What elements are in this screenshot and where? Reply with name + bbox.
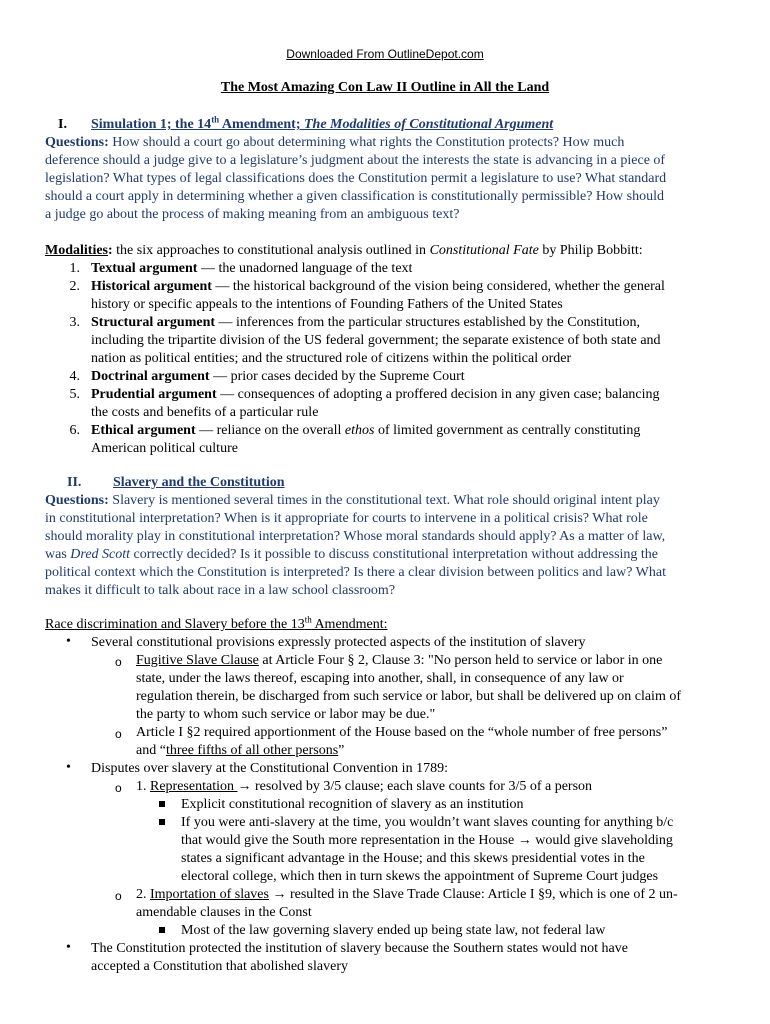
modalities-text: the six approaches to constitutional analysis outlined in: [112, 243, 430, 258]
list-number: 4.: [69, 369, 80, 384]
sub-bullet: [136, 778, 592, 796]
list-item-term: Prudential argument: [91, 387, 217, 402]
document-title: The Most Amazing Con Law II Outline in All the Land: [220, 80, 550, 95]
bullet-text: The Constitution protected the institution of slavery because the Southern states would not have: [91, 941, 628, 956]
list-item-text: nation as political entities; and the structured role of citizens within the political order: [91, 351, 572, 366]
sub-bullet-text: amendable clauses in the Const: [136, 905, 312, 920]
representation-label: Representation: [150, 779, 238, 794]
list-item-term: Textual argument: [91, 261, 198, 276]
sub-sub-bullet-text: that would give the South more representation in the House → would give slaveholding: [181, 833, 673, 848]
sub-bullet-text: regulation therein, be discharged from such service or labor, but shall be delivered up on claim of: [136, 689, 682, 704]
race-heading-sup: th: [304, 614, 312, 625]
sub-sub-bullet-text: Most of the law governing slavery ended up being state law, not federal law: [181, 923, 606, 938]
sub-bullet-text: at Article Four § 2, Clause 3: "No person held to service or labor in one: [258, 653, 663, 668]
questions-text: should morality play in constitutional interpretation? Whose moral standards should apply? As a matter of law,: [45, 529, 666, 544]
bullet-text: Disputes over slavery at the Constitutional Convention in 1789:: [91, 761, 448, 776]
section-1-heading-text-b: Amendment;: [219, 117, 304, 132]
list-item-text: — reliance on the overall: [195, 423, 345, 438]
list-item-text: — consequences of adopting a proffered decision in any given case; balancing: [216, 387, 660, 402]
sub-sub-bullet-text: electoral college, which then in turn skews the appointment of Supreme Court judges: [181, 869, 659, 884]
circle-bullet-icon: o: [115, 781, 122, 795]
importation-label: Importation of slaves: [150, 887, 269, 902]
bullet-icon: •: [66, 760, 71, 775]
questions-text: correctly decided? Is it possible to discuss constitutional interpretation without addressing the: [130, 547, 659, 562]
section-1-heading-sup: th: [211, 114, 220, 125]
race-heading-text: Race discrimination and Slavery before the 13: [45, 617, 305, 632]
list-item-text-b: of limited government as centrally constituting: [374, 423, 641, 438]
list-item: [91, 278, 665, 296]
sub-bullet-num: 2.: [136, 887, 150, 902]
list-number: 6.: [69, 423, 80, 438]
list-item-term: Historical argument: [91, 279, 212, 294]
section-2-numeral: II.: [67, 475, 82, 490]
section-1-questions-line: [45, 134, 624, 152]
modalities-book: Constitutional Fate: [429, 243, 539, 258]
bullet-text: accepted a Constitution that abolished slavery: [91, 959, 348, 974]
list-number: 2.: [69, 279, 80, 294]
sub-bullet: [136, 742, 344, 760]
list-number: 3.: [69, 315, 80, 330]
bullet-icon: •: [66, 634, 71, 649]
sub-bullet: [136, 652, 662, 670]
list-item: [91, 386, 660, 404]
circle-bullet-icon: o: [115, 889, 122, 903]
race-heading-text-b: Amendment:: [311, 617, 388, 632]
list-item-term: Ethical argument: [91, 423, 196, 438]
race-heading: [45, 616, 388, 634]
case-name: Dred Scott: [70, 547, 131, 562]
sub-sub-bullet-text: states a significant advantage in the House; and this skews presidential votes in the: [181, 851, 645, 866]
modalities-colon: :: [108, 243, 113, 258]
sub-bullet-text: and “: [136, 743, 166, 758]
list-item-text: — inferences from the particular structures established by the Constitution,: [215, 315, 640, 330]
questions-line: [45, 546, 658, 564]
section-2-questions-line: [45, 492, 660, 510]
section-1-heading-italic: The Modalities of Constitutional Argument: [303, 117, 554, 132]
questions-label: Questions:: [45, 135, 109, 150]
sub-bullet-text: state, under the laws thereof, escaping into another, shall, in consequence of any law or: [136, 671, 624, 686]
questions-text: deference should a judge give to a legislature’s judgment about the interests the state is advancing in a piece of: [45, 153, 666, 168]
square-bullet-icon: [159, 801, 165, 807]
modalities-text-b: by Philip Bobbitt:: [538, 243, 643, 258]
sub-sub-bullet-text: If you were anti-slavery at the time, you wouldn’t want slaves counting for anything b/c: [181, 815, 674, 830]
circle-bullet-icon: o: [115, 655, 122, 669]
questions-text: How should a court go about determining what rights the Constitution protects? How much: [108, 135, 625, 150]
circle-bullet-icon: o: [115, 727, 122, 741]
questions-text: legislation? What types of legal classifications does the Constitution permit a legislature to use? What standard: [45, 171, 667, 186]
questions-text: was: [45, 547, 71, 562]
sub-sub-bullet-text: Explicit constitutional recognition of slavery as an institution: [181, 797, 524, 812]
questions-text: a judge go about the process of making meaning from an ambiguous text?: [45, 207, 460, 222]
section-2-heading: Slavery and the Constitution: [113, 475, 285, 490]
questions-text: political context which the Constitution is interpreted? Is there a clear division between politics and law? What: [45, 565, 667, 580]
sub-bullet-text: Article I §2 required apportionment of the House based on the “whole number of free persons”: [136, 725, 668, 740]
list-number: 5.: [69, 387, 80, 402]
questions-text: makes it difficult to talk about race in a law school classroom?: [45, 583, 396, 598]
list-item: [91, 314, 640, 332]
questions-text: should a court apply in determining whether a given classification is constitutionally permissible? How should: [45, 189, 664, 204]
section-1-numeral: I.: [58, 117, 67, 132]
sub-bullet: [136, 886, 678, 904]
questions-text: in constitutional interpretation? When is it appropriate for courts to intervene in a political crisis? What role: [45, 511, 648, 526]
source-header-link[interactable]: Downloaded From OutlineDepot.com: [286, 47, 484, 61]
list-item-term: Structural argument: [91, 315, 216, 330]
list-item-text: — the unadorned language of the text: [197, 261, 413, 276]
bullet-text: Several constitutional provisions expressly protected aspects of the institution of slavery: [91, 635, 586, 650]
fugitive-slave-label: Fugitive Slave Clause: [136, 653, 259, 668]
list-item-text: history or specific appeals to the intentions of Founding Fathers of the United States: [91, 297, 563, 312]
square-bullet-icon: [159, 819, 165, 825]
modalities-intro: [45, 242, 643, 260]
list-item-text: the costs and benefits of a particular rule: [91, 405, 319, 420]
list-item-text: — prior cases decided by the Supreme Court: [209, 369, 465, 384]
list-item-ethos: ethos: [344, 423, 375, 438]
sub-bullet-num: 1.: [136, 779, 150, 794]
sub-bullet-text: the party to whom such service or labor may be due.": [136, 707, 436, 722]
list-item: [91, 422, 640, 440]
sub-bullet-text: → resolved by 3/5 clause; each slave counts for 3/5 of a person: [237, 779, 593, 794]
sub-bullet-text: → resulted in the Slave Trade Clause: Article I §9, which is one of 2 un-: [268, 887, 678, 902]
sub-bullet-text: ”: [338, 743, 345, 758]
bullet-icon: •: [66, 940, 71, 955]
square-bullet-icon: [159, 927, 165, 933]
questions-label: Questions:: [45, 493, 109, 508]
list-item: [91, 260, 412, 278]
section-1-heading-text: Simulation 1; the 14: [91, 117, 212, 132]
list-item-term: Doctrinal argument: [91, 369, 210, 384]
modalities-label: Modalities: [45, 243, 108, 258]
three-fifths-phrase: three fifths of all other persons: [165, 743, 339, 758]
list-item-text: including the tripartite division of the US federal government; the separate existence of both state and: [91, 333, 661, 348]
questions-text: Slavery is mentioned several times in the constitutional text. What role should original intent play: [108, 493, 660, 508]
list-item-text: American political culture: [91, 441, 238, 456]
list-item: [91, 368, 465, 386]
section-1-heading: [91, 116, 553, 134]
list-number: 1.: [69, 261, 80, 276]
list-item-text: — the historical background of the vision being considered, whether the general: [211, 279, 665, 294]
